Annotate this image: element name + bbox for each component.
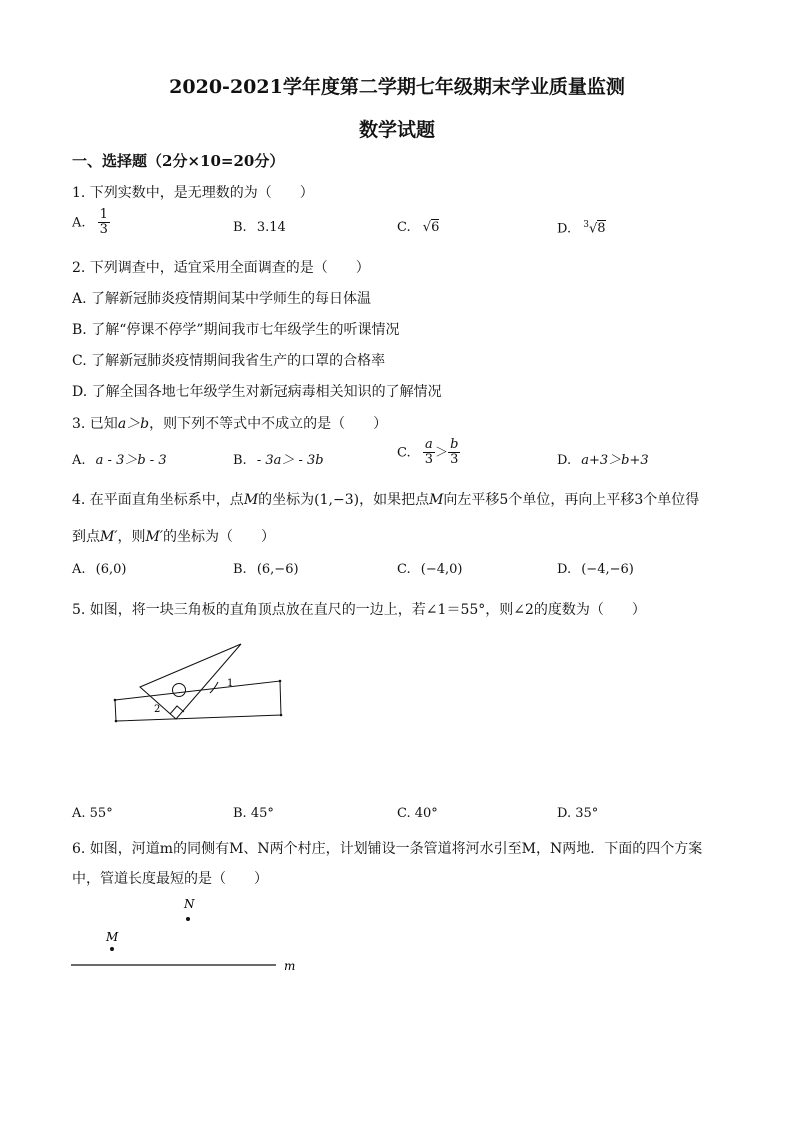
exam-title: 2020-2021学年度第二学期七年级期末学业质量监测 xyxy=(169,76,625,98)
q1-option-b xyxy=(233,220,286,235)
fraction-numerator: b xyxy=(450,437,459,452)
q3-d-label: D. xyxy=(557,453,572,468)
q1-b-label: B. xyxy=(233,220,247,235)
q4-text: 向左平移5个单位，再向上平移3个单位得 xyxy=(443,492,700,508)
q1-b-value: 3.14 xyxy=(256,220,286,235)
q1-option-c xyxy=(397,220,439,235)
q4-point-m: M xyxy=(243,492,259,508)
angle-1-arc xyxy=(210,682,218,693)
fraction-denominator: 3 xyxy=(99,222,108,238)
angle-2-label: 2 xyxy=(154,704,161,715)
q3-stem xyxy=(72,413,387,433)
q4-a-value: (6,0) xyxy=(95,562,127,577)
river-label: m xyxy=(284,959,296,973)
q4-point-m-prime: M′ xyxy=(100,529,118,545)
fraction-numerator: a xyxy=(423,438,435,453)
q5-option-a: A. 55° xyxy=(72,806,113,821)
ruler-vertex xyxy=(115,720,118,723)
village-m-label: M xyxy=(106,930,119,944)
q5-stem: 5. 如图，将一块三角板的直角顶点放在直尺的一边上，若∠1＝55°，则∠2的度数为（ ） xyxy=(72,602,646,618)
q3-option-a xyxy=(72,449,167,468)
q1-d-label: D. xyxy=(557,221,572,237)
fraction-denominator: 3 xyxy=(450,452,459,468)
village-n-label: N xyxy=(184,897,195,911)
fraction-denominator: 3 xyxy=(424,452,434,468)
section-heading: 一、选择题（2分×10=20分） xyxy=(72,152,285,170)
q4-point-m-prime: M′ xyxy=(145,529,164,545)
q1-c-radicand: 6 xyxy=(431,220,440,235)
q1-d-radicand: 8 xyxy=(597,221,606,237)
q2-option-b: B. 了解“停课不停学”期间我市七年级学生的听课情况 xyxy=(72,322,400,338)
q4-d-label: D. xyxy=(557,562,572,577)
q3-a-expression: a - 3＞b - 3 xyxy=(95,453,167,468)
q4-stem-line1 xyxy=(72,489,699,509)
q2-stem: 2. 下列调查中，适宜采用全面调查的是（ ） xyxy=(72,260,370,276)
q2-option-d: D. 了解全国各地七年级学生对新冠病毒相关知识的了解情况 xyxy=(72,384,442,400)
q2-option-a: A. 了解新冠肺炎疫情期间某中学师生的每日体温 xyxy=(72,291,372,307)
exam-subtitle: 数学试题 xyxy=(358,119,435,141)
village-m-point xyxy=(110,947,114,951)
q4-c-value: (−4,0) xyxy=(420,562,463,577)
river-villages-figure xyxy=(66,893,316,978)
fraction-numerator: 1 xyxy=(99,207,108,222)
q6-stem-line1: 6. 如图，河道m的同侧有M、N两个村庄，计划铺设一条管道将河水引至M，N两地．下面的四个方案 xyxy=(72,841,703,857)
greater-than-sign: ＞ xyxy=(435,445,449,461)
q4-d-value: (−4,−6) xyxy=(581,562,634,577)
q3-option-d xyxy=(557,449,649,468)
q4-option-a xyxy=(72,562,127,577)
triangle-ruler-figure xyxy=(100,635,300,735)
sqrt-symbol: √ xyxy=(588,221,598,237)
ruler-vertex xyxy=(114,699,117,702)
q2-option-c: C. 了解新冠肺炎疫情期间我省生产的口罩的合格率 xyxy=(72,353,386,369)
q1-a-fraction xyxy=(98,208,110,238)
q1-option-a xyxy=(72,208,110,238)
q4-a-label: A. xyxy=(72,562,86,577)
q5-option-c: C. 40° xyxy=(397,806,438,821)
q3-stem-pre: 3. 已知 xyxy=(72,416,118,432)
q1-stem: 1. 下列实数中，是无理数的为（ ） xyxy=(72,185,314,201)
q3-option-c xyxy=(397,438,460,468)
cube-root-index: 3 xyxy=(583,220,589,230)
q4-c-label: C. xyxy=(397,562,411,577)
q3-condition: a＞b xyxy=(117,416,150,432)
q4-option-b xyxy=(233,562,299,577)
q3-option-b xyxy=(233,449,324,468)
q3-c-fraction-b xyxy=(448,438,460,468)
q4-b-value: (6,−6) xyxy=(256,562,299,577)
q1-c-label: C. xyxy=(397,220,411,235)
q3-c-label: C. xyxy=(397,445,411,461)
sqrt-symbol: √ xyxy=(422,220,432,235)
ruler-vertex xyxy=(280,714,283,717)
q5-option-d: D. 35° xyxy=(557,806,599,821)
q3-c-fraction-a xyxy=(423,438,435,468)
ruler-vertex xyxy=(279,680,282,683)
q4-option-c xyxy=(397,562,462,577)
q4-text: 的坐标为（ ） xyxy=(163,529,276,545)
q3-d-expression: a+3＞b+3 xyxy=(581,453,649,468)
q3-b-label: B. xyxy=(233,453,247,468)
q6-stem-line2: 中，管道长度最短的是（ ） xyxy=(72,871,268,887)
angle-1-label: 1 xyxy=(227,678,234,689)
q3-a-label: A. xyxy=(72,453,86,468)
q4-text: 4. 在平面直角坐标系中，点 xyxy=(72,492,244,508)
q3-stem-post: ，则下列不等式中不成立的是（ ） xyxy=(149,416,388,432)
q4-text: 的坐标为 xyxy=(258,492,315,508)
q4-point-m: M xyxy=(429,492,444,508)
q4-stem-line2 xyxy=(72,526,275,546)
q1-option-d xyxy=(557,220,606,236)
q4-text: ，如果把点 xyxy=(359,492,430,508)
village-n-point xyxy=(186,917,190,921)
q4-b-label: B. xyxy=(233,562,247,577)
q4-text: 到点 xyxy=(72,529,100,545)
q3-b-expression: - 3a＞ - 3b xyxy=(256,453,324,468)
q4-coordinate: (1,−3) xyxy=(314,492,360,508)
q5-option-b: B. 45° xyxy=(233,806,274,821)
q4-text: ，则 xyxy=(117,529,146,545)
q1-a-label: A. xyxy=(72,215,86,231)
q4-option-d xyxy=(557,562,634,577)
set-square-hole xyxy=(173,684,186,697)
